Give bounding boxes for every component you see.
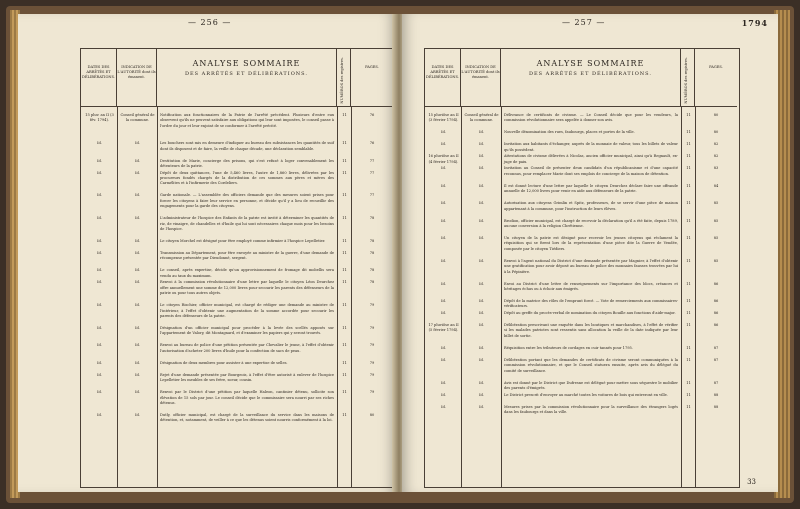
- left-page: [18, 14, 396, 492]
- row-register-number: 11: [342, 251, 347, 255]
- row-register-number: 11: [686, 392, 691, 397]
- row-date: Id.: [97, 268, 102, 273]
- row-register-number: 11: [686, 130, 691, 135]
- row-authority: Id.: [479, 130, 484, 135]
- row-authority: Id.: [135, 360, 140, 365]
- row-page: 78: [369, 268, 375, 273]
- row-register-number: 11: [686, 218, 691, 223]
- table-title: ANALYSE SOMMAIRE: [192, 59, 301, 68]
- row-date: 15 pluviôse an II (3 février 1794).: [428, 113, 459, 123]
- row-register-number: 11: [342, 158, 347, 163]
- row-authority: Id.: [135, 141, 140, 146]
- row-page: 79: [369, 303, 375, 308]
- row-register-number: 11: [686, 236, 691, 240]
- table-subtitle: DES ARRÊTÉS ET DÉLIBÉRATIONS.: [184, 71, 309, 77]
- row-page: 77: [369, 158, 375, 163]
- row-summary: Renvoi à la commission révolutionnaire d'une lettre par laquelle le citoyen Léon Deurchez offre annuellement une somme de 12,000 livres pour secourir les parents des défenseurs de la patrie ou pour tous autres objets.: [160, 280, 334, 296]
- row-page: 77: [369, 170, 375, 175]
- row-page: 82: [713, 142, 719, 147]
- row-register-number: 11: [342, 141, 347, 146]
- row-date: Id.: [97, 141, 102, 146]
- row-authority: Id.: [479, 142, 484, 147]
- row-authority: Id.: [135, 158, 140, 163]
- row-authority: Id.: [135, 170, 140, 175]
- row-date: Id.: [441, 130, 446, 135]
- row-authority: Id.: [135, 216, 140, 221]
- row-authority: Id.: [135, 413, 140, 417]
- row-page: 86: [713, 311, 719, 315]
- row-authority: Id.: [479, 183, 484, 188]
- row-date: Id.: [441, 357, 446, 362]
- row-page: 85: [713, 201, 719, 206]
- right-year-header: 1794: [741, 18, 768, 28]
- row-page: 87: [713, 345, 719, 350]
- row-date: Id.: [97, 239, 102, 243]
- row-date: 17 pluviôse an II (5 février 1794).: [428, 323, 459, 333]
- row-page: 78: [369, 251, 375, 255]
- right-table: [424, 48, 740, 488]
- row-summary: Le conseil, après expertise, décide qu'un approvisionnement de fromage dit mobellis sera vendu au taux du maximum.: [160, 268, 334, 278]
- row-date: Id.: [97, 193, 102, 198]
- row-date: Id.: [441, 404, 446, 409]
- row-register-number: 11: [342, 390, 347, 395]
- row-authority: Id.: [479, 258, 484, 263]
- row-date: Id.: [441, 281, 446, 286]
- row-page: 76: [369, 141, 375, 146]
- row-date: Id.: [97, 372, 102, 377]
- row-authority: Id.: [479, 154, 484, 159]
- row-register-number: 11: [686, 311, 691, 315]
- header-pages: PAGES.: [695, 49, 737, 107]
- row-date: Id.: [441, 142, 446, 147]
- row-register-number: 11: [686, 258, 691, 263]
- row-summary: Délivrance de certificats de civisme. — Le Conseil décide que pour les vendeurs, la commission révolutionnaire sera appelée à donner son avis.: [504, 113, 678, 123]
- row-summary: Rejet d'une demande présentée par Bourgeois, à l'effet d'être autorisé à enlever de l'hospice Lepelletier les meubles de ses frère, soeur, cousin.: [160, 372, 334, 383]
- row-summary: Réquisition entre les tributeurs de cordages en cuir tannés pour 1795.: [504, 345, 633, 350]
- row-date: Id.: [441, 183, 446, 188]
- row-authority: Id.: [479, 201, 484, 206]
- row-date: Id.: [97, 390, 102, 395]
- row-date: Id.: [441, 201, 446, 206]
- row-summary: Invitation aux habitants d'échanger, auprès de la monnaie de valeur, tous les billets de valeur qu'ils possèdent.: [504, 142, 678, 152]
- row-authority: Id.: [479, 299, 484, 303]
- row-register-number: 11: [342, 239, 347, 243]
- header-numeros: NUMÉROS des registres.: [337, 49, 351, 107]
- row-authority: Id.: [135, 268, 140, 273]
- row-page: 87: [713, 380, 719, 385]
- row-authority: Id.: [135, 193, 140, 198]
- row-date: Id.: [97, 158, 102, 163]
- row-date: Id.: [97, 326, 102, 330]
- row-page: 86: [713, 299, 719, 303]
- row-page: 79: [369, 343, 375, 348]
- row-summary: Transmission au Département, pour être envoyée au ministre de la guerre, d'une demande de récompense présentée par Dieudonné, sergent.: [160, 251, 334, 261]
- row-page: 80: [713, 130, 719, 135]
- row-authority: Id.: [479, 281, 484, 286]
- row-date: Id.: [441, 392, 446, 397]
- row-summary: L'administrateur de l'hospice des Enfants de la patrie est invité à déterminer les quantités de riz, de vinaigre, de chandelles et d'huile qui lui sont nécessaires chaque mois pour les besoins de l'hospice.: [160, 216, 334, 231]
- row-authority: Id.: [479, 311, 484, 315]
- row-summary: Notification aux fonctionnaires de la Patrie de l'arrêté précédent. Plusieurs d'entre eux observent qu'ils ne peuvent satisfaire aux obligations qui leur sont imposées, le conseil passe à l'ordre du jour et leur enjoint de se conformer à l'arrêté précité.: [160, 113, 334, 128]
- row-register-number: 11: [686, 142, 691, 147]
- row-summary: Dépôt au greffe du procès-verbal de nomination du citoyen Bouille aux fonctions d'aide-major.: [504, 311, 676, 315]
- row-summary: Dutly, officier municipal, est chargé de la surveillance du service dans les maisons de détention, et, notamment, de veiller à ce que les détenus soient nourris conformément à la loi.: [160, 413, 334, 423]
- row-page: 85: [713, 218, 719, 223]
- row-page: 78: [369, 280, 375, 285]
- row-register-number: 11: [686, 345, 691, 350]
- row-summary: Les bouchers sont mis en demeure d'indiquer au bureau des subsistances les quantités de suif dont ils disposent et de faire, la veille de chaque décade, une déclaration semblable.: [160, 141, 334, 151]
- row-summary: Garde nationale. — L'assemblée des officiers demande que des mesures soient prises pour forcer les citoyens à faire leur service en personne, et décide qu'il y a lieu de recueillir des engagements pour la garde des citoyens.: [160, 193, 334, 209]
- row-authority: Id.: [479, 380, 484, 385]
- row-register-number: 11: [342, 216, 347, 221]
- row-page: 76: [369, 113, 375, 117]
- row-page: 79: [369, 360, 375, 365]
- row-date: Id.: [97, 303, 102, 308]
- left-table: [80, 48, 394, 488]
- row-register-number: 11: [342, 170, 347, 175]
- row-register-number: 11: [342, 113, 347, 117]
- row-date: Id.: [441, 166, 446, 171]
- row-register-number: 11: [686, 154, 691, 159]
- row-summary: Désignation d'un officier municipal pour procéder à la levée des scellés apposés sur l'appartement de Valory, dit Montagnard, et d'examiner les papiers qui y seront trouvés.: [160, 326, 334, 336]
- header-authority: INDICATION DE L'AUTORITÉ dont ils émanent.: [461, 49, 501, 107]
- row-summary: Brodion, officier municipal, est chargé de recevoir la déclaration qu'il a été faite, depuis 1789, aucune conversion à la religion Chrétienne.: [504, 218, 678, 228]
- row-authority: Id.: [135, 390, 140, 395]
- header-authority: INDICATION DE L'AUTORITÉ dont ils émanent.: [117, 49, 157, 107]
- row-summary: Dépôt de la matrice des rôles de l'emprunt forcé. — Vote de remerciements aux commissaires-vérificateurs.: [504, 299, 678, 309]
- row-summary: Délibération prescrivant une enquête dans les boutiques et marchandises, à l'effet de vérifier si les malades patriotes sont ressentis sans allocation la veille de la date indiquée par leur billet de sortie.: [504, 323, 678, 338]
- row-summary: Nouvelle dénomination des rues, faubourgs, places et portes de la ville.: [504, 130, 635, 135]
- row-register-number: 11: [686, 113, 691, 117]
- row-register-number: 11: [342, 280, 347, 285]
- row-register-number: 11: [342, 326, 347, 330]
- row-register-number: 11: [686, 166, 691, 171]
- row-summary: Il est donné lecture d'une lettre par laquelle le citoyen Deurchez déclare faire une offrande annuelle de 12,000 livres pour venir en aide aux défenseurs de la patrie.: [504, 183, 678, 194]
- row-date: Id.: [97, 251, 102, 255]
- row-page: 84: [713, 183, 719, 188]
- row-summary: Un citoyen de la patrie est désigné pour recevoir les jeunes citoyens qui réclament la réquisition qui se firent lors de la représentation d'une pièce dite la Guerre de Vendée, composée par le citoyen Tiédiers.: [504, 236, 678, 251]
- row-authority: Id.: [135, 280, 140, 285]
- header-title: [157, 49, 337, 107]
- row-page: 80: [369, 413, 375, 417]
- row-register-number: 11: [686, 404, 691, 409]
- row-page: 79: [369, 326, 375, 330]
- row-summary: Autorisation aux citoyens Grimlin et Spitz, professeurs, de se servir d'une pièce de maison appartenant à la commune, pour l'instruction de leurs élèves.: [504, 201, 678, 211]
- row-page: 86: [713, 281, 719, 286]
- row-page: 82: [713, 154, 719, 159]
- row-register-number: 11: [342, 372, 347, 377]
- row-register-number: 11: [686, 380, 691, 385]
- row-page: 85: [713, 258, 719, 263]
- row-date: 16 pluviôse an II (4 février 1794).: [428, 154, 459, 164]
- table-title: ANALYSE SOMMAIRE: [536, 59, 645, 68]
- row-authority: Conseil général de la commune.: [120, 113, 155, 123]
- right-page-number: — 257 —: [562, 18, 606, 27]
- row-register-number: 11: [686, 299, 691, 303]
- row-page: 79: [369, 372, 375, 377]
- row-summary: Mesures prises par la commission révolutionnaire pour la surveillance des étrangers logés dans les faubourgs et dans la ville.: [504, 404, 678, 414]
- row-summary: Renvoi à l'agent national du District d'une demande présentée par Magnier, à l'effet d'obtenir une gratification pour avoir déposé au bureau de police des monnaies fausses trouvées par lui à la Pépinière.: [504, 258, 678, 274]
- header-dates: DATES DES ARRÊTÉS ET DÉLIBÉRATIONS.: [425, 49, 461, 107]
- row-authority: Id.: [479, 323, 484, 327]
- row-date: Id.: [441, 380, 446, 385]
- row-summary: Le citoyen Morchel est désigné pour être employé comme infirmier à l'hospice Lepelletier.: [160, 239, 326, 243]
- right-page: [402, 14, 778, 492]
- row-summary: Destitution de Marie, concierge des prisons, qui s'est refusé à loger convenablement les détenteurs de la patrie.: [160, 158, 334, 168]
- row-date: Id.: [441, 236, 446, 240]
- row-register-number: 11: [342, 268, 347, 273]
- row-register-number: 11: [686, 183, 691, 188]
- row-page: 83: [713, 166, 719, 171]
- row-date: Id.: [97, 360, 102, 365]
- row-date: Id.: [441, 345, 446, 350]
- row-page: 86: [713, 323, 719, 327]
- row-authority: Id.: [135, 303, 140, 308]
- row-page: 87: [713, 357, 719, 362]
- row-date: Id.: [441, 218, 446, 223]
- row-register-number: 11: [342, 303, 347, 308]
- row-date: Id.: [97, 216, 102, 221]
- row-date: Id.: [97, 280, 102, 285]
- row-authority: Id.: [479, 236, 484, 240]
- table-subtitle: DES ARRÊTÉS ET DÉLIBÉRATIONS.: [528, 71, 653, 77]
- row-authority: Id.: [479, 404, 484, 409]
- row-authority: Conseil général de la commune.: [464, 113, 499, 123]
- row-page: 78: [369, 239, 375, 243]
- row-page: 88: [713, 392, 719, 397]
- row-authority: Id.: [479, 392, 484, 397]
- row-authority: Id.: [135, 251, 140, 255]
- row-date: Id.: [97, 170, 102, 175]
- row-summary: Envoi au District d'une lettre de renseignements sur l'importance des blocs, créances et héritages échus ou à échoir aux émigrés.: [504, 281, 678, 291]
- row-summary: Désignation de deux membres pour assister à une expertise de selles.: [160, 360, 288, 365]
- row-authority: Id.: [479, 218, 484, 223]
- signature-mark: 33: [747, 478, 756, 486]
- row-page: 88: [713, 404, 719, 409]
- row-register-number: 11: [342, 360, 347, 365]
- row-summary: Avis est donné par le District que Dufresne est délégué pour mettre sous séquestre le mobilier des parents d'émigrés.: [504, 380, 678, 390]
- header-pages: PAGES.: [351, 49, 393, 107]
- left-page-number: — 256 —: [188, 18, 232, 27]
- header-title: [501, 49, 681, 107]
- header-numeros: NUMÉROS des registres.: [681, 49, 695, 107]
- row-register-number: 11: [686, 201, 691, 206]
- row-date: Id.: [97, 413, 102, 417]
- row-date: Id.: [441, 311, 446, 315]
- row-register-number: 11: [342, 343, 347, 348]
- row-authority: Id.: [479, 345, 484, 350]
- row-date: Id.: [441, 258, 446, 263]
- row-summary: Invitation au Conseil de présenter deux candidats d'un républicanisme et d'une capacité reconnus, pour remplacer Marie dont ses emplois de concierge de la maison de détention.: [504, 166, 678, 176]
- row-authority: Id.: [135, 343, 140, 348]
- row-date: 15 pluv. an II (3 fév. 1794).: [85, 113, 114, 123]
- row-authority: Id.: [479, 166, 484, 171]
- row-summary: Le District prescrit d'envoyer au marché toutes les voitures de bois qui entreront en ville.: [504, 392, 668, 397]
- row-register-number: 11: [686, 357, 691, 362]
- row-authority: Id.: [479, 357, 484, 362]
- row-summary: Renvoi au bureau de police d'une pétition présentée par Chevalier le jeune, à l'effet d'obtenir l'autorisation d'acheter 200 livres d'huile pour la confection de sacs de peau.: [160, 343, 334, 353]
- row-page: 85: [713, 236, 719, 240]
- row-page: 79: [369, 390, 375, 395]
- row-register-number: 11: [342, 413, 347, 417]
- row-summary: Renvoi par le District d'une pétition par laquelle Haleon, cantinier détenu, sollicite son élévation de 15 sols par jour. Le conseil décide que le commissaire sera nourri par ses riches détenus.: [160, 390, 334, 405]
- row-date: Id.: [441, 299, 446, 303]
- row-authority: Id.: [135, 326, 140, 330]
- row-summary: Dépôt de deux quittances, l'une de 5,460 livres, l'autre de 1,860 livres, délivrées par les procureurs fondés chargés de la distribution de ces sommes aux pères et mères des Carmélites et à l'infirmerie des Cordeliers.: [160, 170, 334, 186]
- row-register-number: 11: [686, 323, 691, 327]
- row-summary: Le citoyen Rischier, officier municipal, est chargé de rédiger une demande au ministre de l'intérieur, à l'effet d'obtenir une augmentation de la somme accordée pour secourir les parents des défenseurs de la patrie.: [160, 303, 334, 318]
- row-summary: Délibération portant que les demandes de certificats de civisme seront communiquées à la commission révolutionnaire, et que le Conseil statuera ensuite, après avis du délégué du comité de surveillance.: [504, 357, 678, 373]
- row-summary: Attestations de civisme délivrées à Nicolas, ancien officier municipal, ainsi qu'à Regnault, ex-juge de paix.: [504, 154, 678, 164]
- row-date: Id.: [97, 343, 102, 348]
- row-page: 77: [369, 193, 375, 198]
- row-register-number: 11: [686, 281, 691, 286]
- row-authority: Id.: [135, 239, 140, 243]
- row-page: 78: [369, 216, 375, 221]
- row-authority: Id.: [135, 372, 140, 377]
- header-dates: DATES DES ARRÊTÉS ET DÉLIBÉRATIONS.: [81, 49, 117, 107]
- row-page: 80: [713, 113, 719, 117]
- row-register-number: 11: [342, 193, 347, 198]
